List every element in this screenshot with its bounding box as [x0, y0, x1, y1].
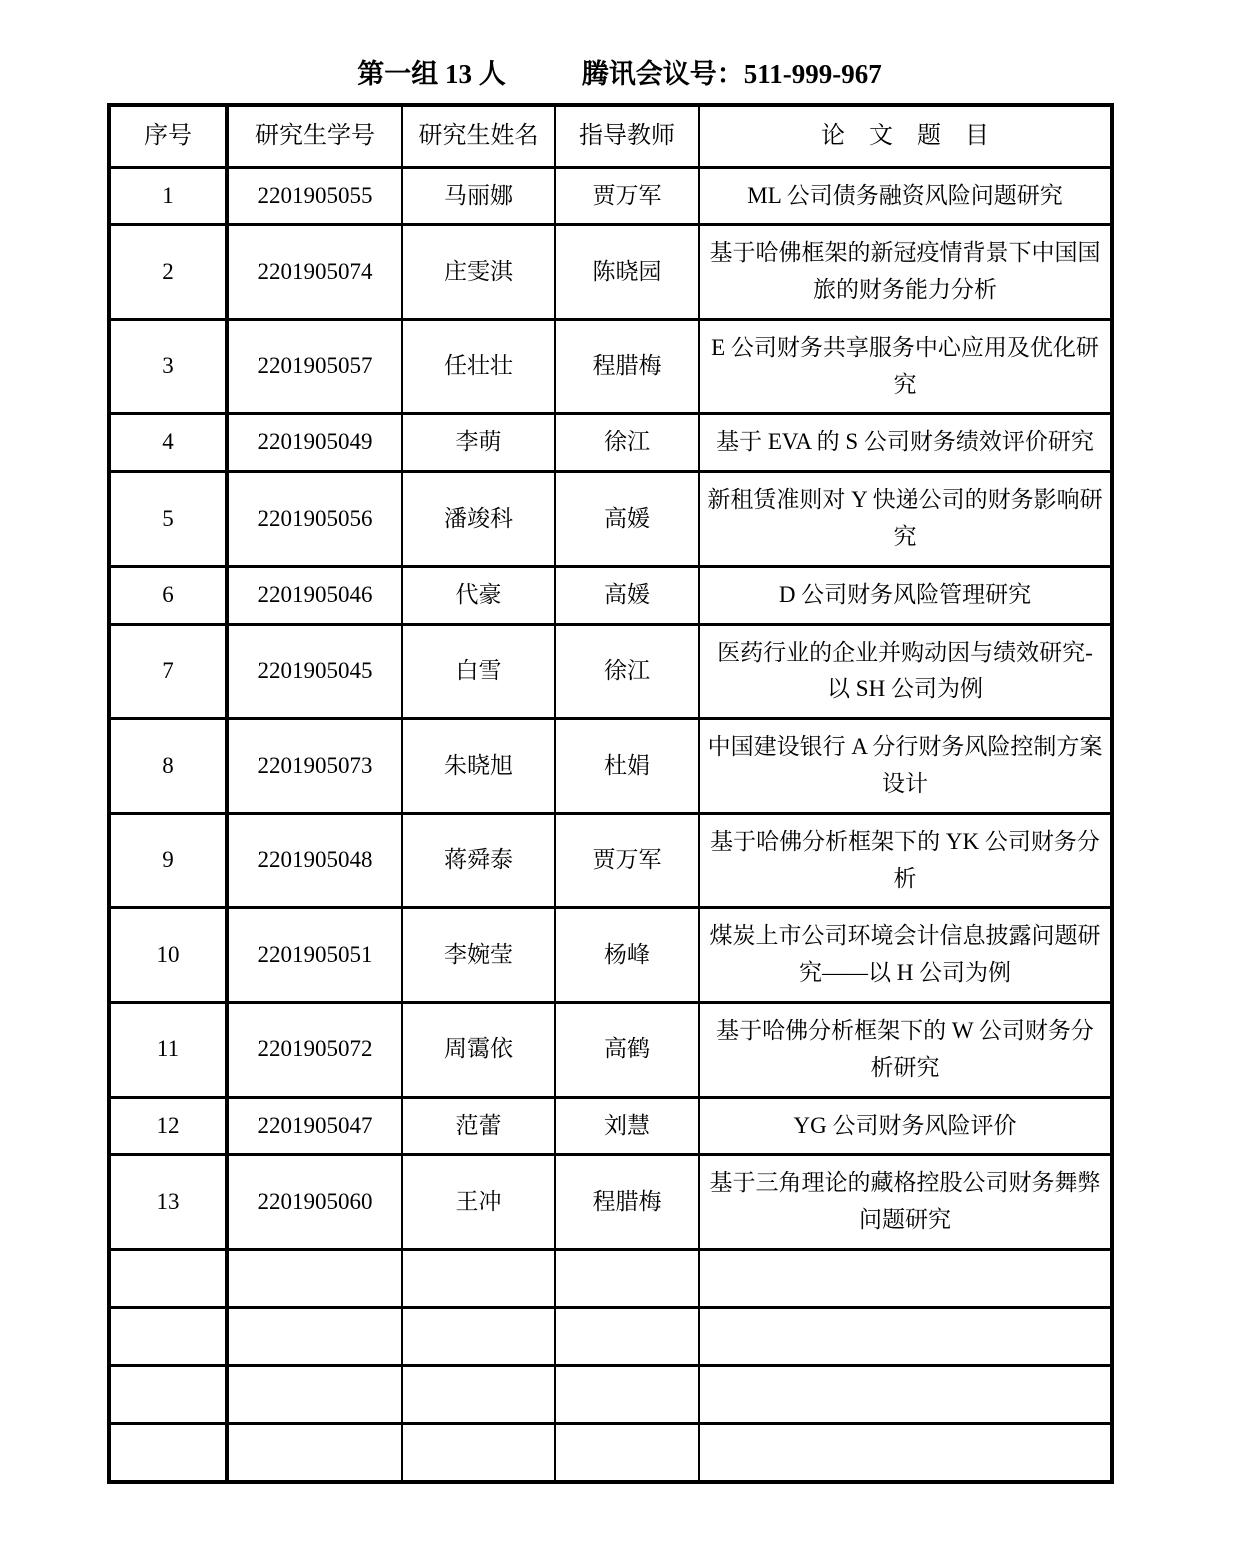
empty-cell	[402, 1366, 555, 1424]
cell-advisor: 刘慧	[555, 1097, 699, 1155]
cell-thesis-title: 中国建设银行 A 分行财务风险控制方案设计	[699, 719, 1112, 814]
table-row	[109, 566, 1112, 624]
cell-seq-number: 11	[109, 1003, 227, 1098]
cell-thesis-title: 基于哈佛框架的新冠疫情背景下中国国旅的财务能力分析	[699, 225, 1112, 320]
empty-cell	[699, 1250, 1112, 1308]
empty-cell	[227, 1308, 402, 1366]
cell-thesis-title: D 公司财务风险管理研究	[699, 566, 1112, 624]
empty-cell	[555, 1250, 699, 1308]
cell-student-name: 李婉莹	[402, 908, 555, 1003]
cell-seq-number: 9	[109, 813, 227, 908]
table-row	[109, 1155, 1112, 1250]
group-title: 第一组 13 人	[357, 59, 506, 89]
cell-advisor: 贾万军	[555, 167, 699, 225]
header-thesis-title: 论 文 题 目	[699, 105, 1112, 167]
cell-student-id: 2201905074	[227, 225, 402, 320]
document-title	[0, 52, 1239, 91]
cell-student-id: 2201905051	[227, 908, 402, 1003]
empty-table-row	[109, 1424, 1112, 1482]
cell-advisor: 高媛	[555, 566, 699, 624]
cell-student-name: 任壮壮	[402, 319, 555, 414]
cell-advisor: 高鹤	[555, 1003, 699, 1098]
table-row	[109, 472, 1112, 567]
cell-student-name: 潘竣科	[402, 472, 555, 567]
cell-advisor: 程腊梅	[555, 1155, 699, 1250]
empty-cell	[109, 1308, 227, 1366]
cell-advisor: 高媛	[555, 472, 699, 567]
cell-advisor: 徐江	[555, 624, 699, 719]
cell-seq-number: 6	[109, 566, 227, 624]
table-row	[109, 225, 1112, 320]
cell-thesis-title: E 公司财务共享服务中心应用及优化研究	[699, 319, 1112, 414]
cell-thesis-title: ML 公司债务融资风险问题研究	[699, 167, 1112, 225]
cell-student-id: 2201905046	[227, 566, 402, 624]
empty-cell	[555, 1366, 699, 1424]
cell-student-name: 李萌	[402, 414, 555, 472]
table-row	[109, 908, 1112, 1003]
cell-advisor: 杨峰	[555, 908, 699, 1003]
empty-cell	[402, 1308, 555, 1366]
cell-seq-number: 10	[109, 908, 227, 1003]
table-body	[109, 167, 1112, 1482]
empty-cell	[227, 1250, 402, 1308]
cell-student-id: 2201905072	[227, 1003, 402, 1098]
cell-seq-number: 4	[109, 414, 227, 472]
table-row	[109, 1003, 1112, 1098]
cell-student-name: 范蕾	[402, 1097, 555, 1155]
table-row	[109, 624, 1112, 719]
cell-thesis-title: 基于三角理论的藏格控股公司财务舞弊问题研究	[699, 1155, 1112, 1250]
table-row	[109, 719, 1112, 814]
header-seq-number: 序号	[109, 105, 227, 167]
cell-student-id: 2201905047	[227, 1097, 402, 1155]
cell-student-id: 2201905045	[227, 624, 402, 719]
cell-student-name: 王冲	[402, 1155, 555, 1250]
empty-cell	[402, 1424, 555, 1482]
cell-student-name: 马丽娜	[402, 167, 555, 225]
header-student-id: 研究生学号	[227, 105, 402, 167]
empty-cell	[109, 1424, 227, 1482]
empty-cell	[699, 1424, 1112, 1482]
cell-student-name: 周霭依	[402, 1003, 555, 1098]
empty-cell	[109, 1366, 227, 1424]
cell-student-id: 2201905055	[227, 167, 402, 225]
cell-thesis-title: YG 公司财务风险评价	[699, 1097, 1112, 1155]
cell-advisor: 贾万军	[555, 813, 699, 908]
cell-advisor: 徐江	[555, 414, 699, 472]
cell-student-id: 2201905057	[227, 319, 402, 414]
cell-thesis-title: 医药行业的企业并购动因与绩效研究-以 SH 公司为例	[699, 624, 1112, 719]
cell-thesis-title: 基于哈佛分析框架下的 YK 公司财务分析	[699, 813, 1112, 908]
empty-table-row	[109, 1250, 1112, 1308]
header-advisor: 指导教师	[555, 105, 699, 167]
cell-seq-number: 8	[109, 719, 227, 814]
cell-student-id: 2201905049	[227, 414, 402, 472]
cell-seq-number: 5	[109, 472, 227, 567]
empty-table-row	[109, 1308, 1112, 1366]
cell-seq-number: 7	[109, 624, 227, 719]
cell-student-name: 蒋舜泰	[402, 813, 555, 908]
empty-cell	[555, 1424, 699, 1482]
empty-cell	[699, 1366, 1112, 1424]
table-row	[109, 414, 1112, 472]
cell-thesis-title: 煤炭上市公司环境会计信息披露问题研究——以 H 公司为例	[699, 908, 1112, 1003]
cell-advisor: 陈晓园	[555, 225, 699, 320]
table-header-row	[109, 105, 1112, 167]
cell-seq-number: 12	[109, 1097, 227, 1155]
empty-cell	[402, 1250, 555, 1308]
cell-seq-number: 13	[109, 1155, 227, 1250]
cell-student-id: 2201905056	[227, 472, 402, 567]
cell-advisor: 程腊梅	[555, 319, 699, 414]
empty-cell	[227, 1366, 402, 1424]
cell-student-name: 代豪	[402, 566, 555, 624]
cell-student-name: 庄雯淇	[402, 225, 555, 320]
cell-student-id: 2201905073	[227, 719, 402, 814]
header-student-name: 研究生姓名	[402, 105, 555, 167]
empty-cell	[109, 1250, 227, 1308]
cell-student-name: 朱晓旭	[402, 719, 555, 814]
empty-table-row	[109, 1366, 1112, 1424]
cell-student-id: 2201905060	[227, 1155, 402, 1250]
cell-seq-number: 1	[109, 167, 227, 225]
table-row	[109, 1097, 1112, 1155]
empty-cell	[227, 1424, 402, 1482]
table-row	[109, 813, 1112, 908]
cell-seq-number: 2	[109, 225, 227, 320]
empty-cell	[555, 1308, 699, 1366]
cell-thesis-title: 基于 EVA 的 S 公司财务绩效评价研究	[699, 414, 1112, 472]
cell-student-name: 白雪	[402, 624, 555, 719]
table-row	[109, 167, 1112, 225]
cell-advisor: 杜娟	[555, 719, 699, 814]
table-row	[109, 319, 1112, 414]
empty-cell	[699, 1308, 1112, 1366]
meeting-number: 腾讯会议号：511-999-967	[581, 59, 882, 89]
cell-thesis-title: 基于哈佛分析框架下的 W 公司财务分析研究	[699, 1003, 1112, 1098]
cell-student-id: 2201905048	[227, 813, 402, 908]
defense-roster-table	[107, 103, 1114, 1484]
cell-thesis-title: 新租赁准则对 Y 快递公司的财务影响研究	[699, 472, 1112, 567]
cell-seq-number: 3	[109, 319, 227, 414]
